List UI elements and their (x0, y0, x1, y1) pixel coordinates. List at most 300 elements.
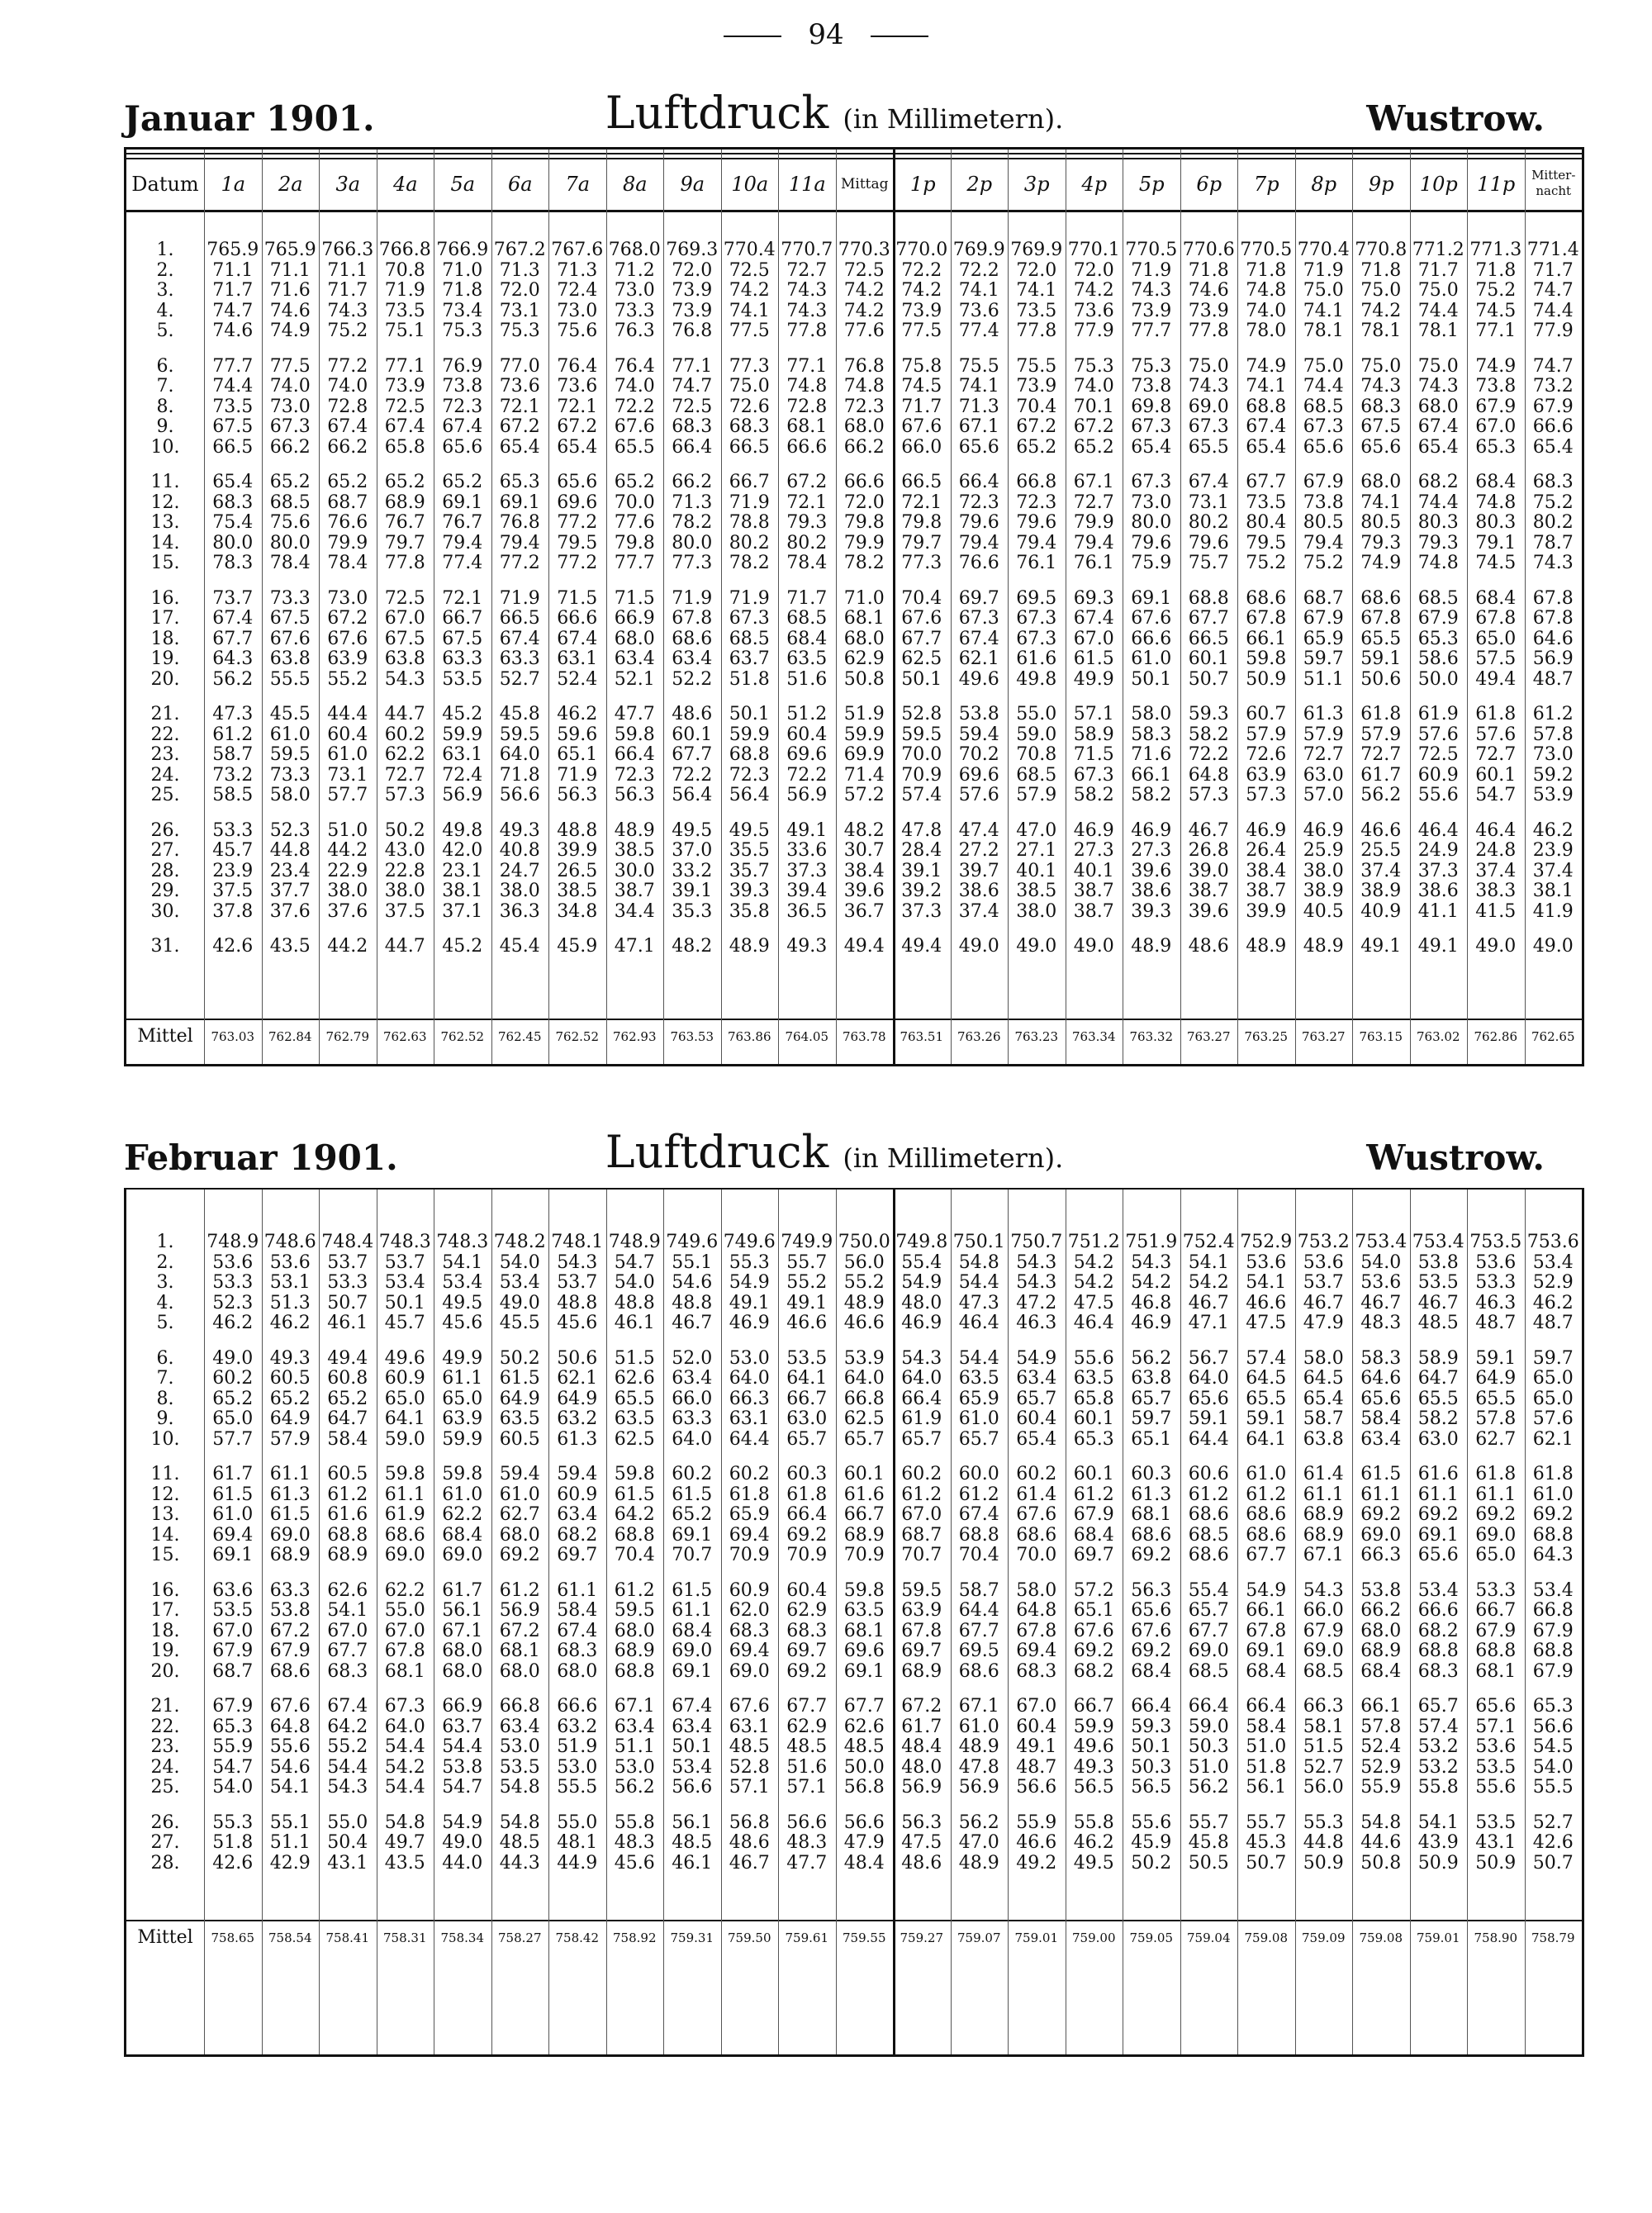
pressure-value: 37.4 (1475, 860, 1517, 881)
pressure-value: 68.6 (1360, 587, 1402, 609)
pressure-value: 59.4 (499, 1464, 540, 1484)
pressure-value: 39.6 (843, 881, 885, 901)
pressure-value: 52.8 (729, 1756, 770, 1778)
pressure-value: 67.7 (672, 744, 713, 765)
pressure-value: 72.1 (557, 396, 598, 417)
pressure-value: 47.3 (958, 1292, 999, 1313)
pressure-value: 37.4 (958, 900, 999, 922)
pressure-value: 67.5 (212, 416, 254, 437)
pressure-value: 68.4 (1073, 1524, 1114, 1546)
pressure-value: 57.8 (1475, 1408, 1517, 1429)
pressure-value: 23.4 (269, 860, 311, 881)
pressure-value: 65.2 (327, 1388, 368, 1409)
table-row (126, 786, 1582, 806)
table-row (126, 1369, 1582, 1389)
pressure-value: 67.9 (1073, 1504, 1114, 1525)
pressure-value: 54.4 (442, 1736, 483, 1757)
pressure-value: 771.3 (1469, 240, 1522, 260)
pressure-value: 72.6 (729, 396, 770, 417)
pressure-value: 74.3 (327, 300, 368, 321)
pressure-value: 67.7 (843, 1696, 885, 1717)
pressure-value: 65.3 (499, 472, 540, 492)
pressure-value: 59.5 (901, 1579, 942, 1601)
pressure-value: 63.4 (1360, 1428, 1402, 1450)
pressure-value: 71.9 (557, 764, 598, 786)
pressure-value: 67.9 (212, 1696, 254, 1717)
pressure-value: 80.2 (1188, 512, 1229, 533)
pressure-value: 53.9 (843, 1347, 885, 1369)
table-row (126, 281, 1582, 302)
pressure-value: 53.5 (442, 668, 483, 690)
pressure-value: 57.2 (843, 785, 885, 805)
pressure-value: 36.7 (843, 900, 885, 922)
pressure-value: 68.3 (1360, 396, 1402, 417)
pressure-value: 748.1 (551, 1232, 604, 1252)
day-label: 18. (150, 628, 180, 649)
pressure-value: 53.9 (1532, 785, 1574, 805)
pressure-value: 55.3 (212, 1812, 254, 1833)
pressure-value: 54.7 (212, 1756, 254, 1778)
pressure-value: 44.0 (442, 1852, 483, 1873)
pressure-value: 44.6 (1360, 1832, 1402, 1853)
pressure-value: 67.1 (958, 416, 999, 437)
pressure-value: 68.9 (614, 1641, 655, 1661)
pressure-value: 65.7 (786, 1428, 828, 1450)
pressure-value: 62.1 (1532, 1428, 1574, 1450)
pressure-value: 750.7 (1010, 1232, 1063, 1252)
pressure-value: 35.8 (729, 900, 770, 922)
header-rule-right (871, 36, 928, 37)
pressure-value: 66.6 (1131, 628, 1172, 649)
pressure-value: 54.8 (499, 1812, 540, 1833)
pressure-value: 748.9 (608, 1232, 661, 1252)
pressure-value: 41.1 (1417, 900, 1459, 922)
pressure-value: 69.6 (958, 764, 999, 786)
pressure-value: 61.7 (442, 1579, 483, 1601)
pressure-value: 55.6 (269, 1736, 311, 1757)
day-label: 13. (150, 1504, 180, 1525)
pressure-value: 54.9 (901, 1272, 942, 1293)
pressure-value: 69.4 (729, 1641, 770, 1661)
pressure-value: 38.4 (1246, 860, 1287, 881)
pressure-value: 59.4 (557, 1464, 598, 1484)
pressure-value: 68.3 (1532, 472, 1574, 492)
pressure-value: 78.0 (1246, 321, 1287, 341)
pressure-value: 46.9 (1131, 1313, 1172, 1333)
pressure-value: 50.1 (1131, 1736, 1172, 1757)
pressure-value: 66.6 (786, 436, 828, 458)
pressure-value: 54.0 (614, 1272, 655, 1293)
column-rule (1525, 150, 1526, 1064)
pressure-value: 50.0 (1417, 668, 1459, 690)
pressure-value: 66.8 (843, 1388, 885, 1409)
pressure-value: 59.9 (729, 724, 770, 745)
header-hour: 4p (1066, 159, 1123, 210)
pressure-value: 65.4 (1532, 436, 1574, 458)
row-group-gap (126, 1798, 1582, 1813)
pressure-value: 40.1 (1073, 860, 1114, 881)
pressure-value: 48.9 (1246, 936, 1287, 957)
mittel-value: 762.45 (498, 1029, 542, 1044)
day-label: 28. (150, 1852, 180, 1873)
pressure-value: 75.3 (1131, 355, 1172, 377)
pressure-value: 48.9 (614, 819, 655, 841)
day-label: 1. (156, 1232, 174, 1252)
pressure-value: 61.2 (614, 1579, 655, 1601)
pressure-value: 74.0 (1246, 300, 1287, 321)
pressure-value: 42.6 (1532, 1832, 1574, 1853)
pressure-value: 68.8 (1532, 1641, 1574, 1661)
pressure-value: 65.6 (1131, 1600, 1172, 1621)
pressure-value: 66.5 (212, 436, 254, 458)
pressure-value: 748.3 (436, 1232, 489, 1252)
pressure-value: 770.4 (723, 240, 776, 260)
pressure-value: 49.0 (1532, 936, 1574, 957)
mittel-value: 762.86 (1474, 1029, 1517, 1044)
pressure-value: 41.5 (1475, 900, 1517, 922)
pressure-value: 46.6 (843, 1313, 885, 1333)
pressure-value: 51.0 (1246, 1736, 1287, 1757)
column-rule (951, 150, 952, 1064)
pressure-value: 53.6 (1303, 1251, 1344, 1273)
pressure-value: 67.9 (1475, 1620, 1517, 1641)
pressure-value: 60.2 (1016, 1464, 1057, 1484)
pressure-value: 49.2 (1016, 1852, 1057, 1873)
pressure-value: 54.3 (1303, 1579, 1344, 1601)
pressure-value: 62.2 (384, 1579, 425, 1601)
pressure-value: 68.1 (843, 1620, 885, 1641)
pressure-value: 53.0 (499, 1736, 540, 1757)
pressure-value: 64.0 (901, 1368, 942, 1389)
pressure-value: 48.6 (1188, 936, 1229, 957)
table-row (126, 1641, 1582, 1662)
pressure-value: 79.5 (1246, 532, 1287, 553)
pressure-value: 50.1 (729, 704, 770, 724)
pressure-value: 71.2 (614, 259, 655, 281)
pressure-value: 51.8 (729, 668, 770, 690)
pressure-value: 53.7 (327, 1251, 368, 1273)
pressure-value: 63.5 (614, 1408, 655, 1429)
pressure-value: 69.4 (212, 1524, 254, 1546)
pressure-value: 57.1 (1073, 704, 1114, 724)
pressure-value: 64.4 (1188, 1428, 1229, 1450)
pressure-value: 60.4 (786, 1579, 828, 1601)
pressure-value: 38.6 (1417, 881, 1459, 901)
pressure-value: 69.2 (786, 1660, 828, 1682)
pressure-value: 77.2 (557, 553, 598, 573)
pressure-value: 48.0 (901, 1292, 942, 1313)
pressure-value: 65.7 (1131, 1388, 1172, 1409)
pressure-value: 66.0 (672, 1388, 713, 1409)
pressure-value: 73.6 (1073, 300, 1114, 321)
pressure-value: 76.8 (499, 512, 540, 533)
pressure-value: 49.8 (442, 819, 483, 841)
header-rule-left (724, 36, 781, 37)
pressure-value: 65.6 (1360, 1388, 1402, 1409)
pressure-value: 65.2 (1073, 436, 1114, 458)
pressure-value: 71.7 (212, 280, 254, 301)
pressure-value: 55.2 (843, 1272, 885, 1293)
pressure-value: 50.9 (1417, 1852, 1459, 1873)
day-label: 24. (150, 764, 180, 786)
mittel-value: 758.79 (1531, 1930, 1575, 1945)
pressure-value: 69.0 (672, 1641, 713, 1661)
pressure-value: 48.7 (1016, 1756, 1057, 1778)
pressure-value: 53.3 (327, 1272, 368, 1293)
pressure-value: 70.0 (1016, 1545, 1057, 1565)
pressure-value: 67.2 (499, 1620, 540, 1641)
pressure-value: 70.0 (614, 492, 655, 513)
pressure-value: 55.6 (1475, 1777, 1517, 1797)
pressure-value: 67.0 (327, 1620, 368, 1641)
pressure-value: 58.7 (958, 1579, 999, 1601)
pressure-value: 30.0 (614, 860, 655, 881)
pressure-value: 53.6 (1360, 1272, 1402, 1293)
table-row (126, 1294, 1582, 1314)
pressure-value: 61.2 (1188, 1484, 1229, 1505)
pressure-value: 61.6 (327, 1504, 368, 1525)
pressure-value: 46.1 (614, 1313, 655, 1333)
pressure-value: 50.2 (1131, 1852, 1172, 1873)
pressure-value: 54.9 (442, 1812, 483, 1833)
pressure-value: 65.7 (1417, 1696, 1459, 1717)
pressure-value: 65.8 (384, 436, 425, 458)
day-label: 25. (150, 1777, 180, 1797)
pressure-value: 59.7 (1131, 1408, 1172, 1429)
pressure-value: 767.2 (493, 240, 546, 260)
pressure-value: 66.1 (1246, 1600, 1287, 1621)
pressure-value: 38.7 (1246, 881, 1287, 901)
pressure-value: 54.2 (1188, 1272, 1229, 1293)
pressure-value: 61.5 (499, 1368, 540, 1389)
pressure-value: 72.2 (614, 396, 655, 417)
pressure-value: 49.4 (843, 936, 885, 957)
pressure-value: 27.1 (1016, 840, 1057, 861)
pressure-value: 38.1 (442, 881, 483, 901)
pressure-value: 70.1 (1073, 396, 1114, 417)
pressure-value: 60.1 (843, 1464, 885, 1484)
pressure-value: 66.5 (499, 608, 540, 629)
row-group-gap (126, 1334, 1582, 1349)
pressure-value: 74.9 (1360, 553, 1402, 573)
pressure-value: 66.3 (1360, 1545, 1402, 1565)
pressure-value: 59.6 (557, 724, 598, 745)
mittel-value: 763.27 (1302, 1029, 1346, 1044)
pressure-value: 65.4 (1131, 436, 1172, 458)
pressure-value: 66.6 (1532, 416, 1574, 437)
pressure-value: 78.2 (843, 553, 885, 573)
mittel-value: 762.65 (1531, 1029, 1575, 1044)
pressure-value: 68.0 (499, 1524, 540, 1546)
pressure-value: 770.7 (781, 240, 833, 260)
pressure-value: 61.4 (1016, 1484, 1057, 1505)
pressure-value: 40.9 (1360, 900, 1402, 922)
pressure-value: 65.3 (1073, 1428, 1114, 1450)
header-hour: 2p (951, 159, 1009, 210)
pressure-value: 64.4 (729, 1428, 770, 1450)
pressure-value: 49.4 (1475, 668, 1517, 690)
pressure-value: 68.3 (327, 1660, 368, 1682)
pressure-value: 42.9 (269, 1852, 311, 1873)
pressure-value: 750.0 (838, 1232, 890, 1252)
table-row (126, 1389, 1582, 1410)
header-hour: 11a (778, 159, 836, 210)
pressure-value: 65.7 (958, 1428, 999, 1450)
pressure-value: 71.8 (1360, 259, 1402, 281)
day-label: 14. (150, 532, 180, 553)
pressure-value: 67.0 (384, 1620, 425, 1641)
day-label: 25. (150, 785, 180, 805)
pressure-value: 65.2 (384, 472, 425, 492)
pressure-value: 67.1 (1073, 472, 1114, 492)
pressure-value: 57.8 (1360, 1716, 1402, 1737)
pressure-value: 48.6 (901, 1852, 942, 1873)
pressure-value: 54.1 (442, 1251, 483, 1273)
pressure-value: 26.4 (1246, 840, 1287, 861)
pressure-value: 50.7 (1188, 668, 1229, 690)
pressure-value: 73.1 (499, 300, 540, 321)
pressure-value: 52.8 (901, 704, 942, 724)
pressure-value: 39.9 (557, 840, 598, 861)
day-label: 4. (156, 300, 174, 321)
pressure-value: 45.2 (442, 936, 483, 957)
pressure-value: 68.5 (1417, 587, 1459, 609)
pressure-value: 60.4 (327, 724, 368, 745)
pressure-value: 59.8 (384, 1464, 425, 1484)
pressure-value: 48.4 (901, 1736, 942, 1757)
pressure-value: 61.2 (901, 1484, 942, 1505)
pressure-value: 65.3 (212, 1716, 254, 1737)
pressure-value: 67.6 (1016, 1504, 1057, 1525)
pressure-value: 65.5 (614, 436, 655, 458)
pressure-value: 66.4 (901, 1388, 942, 1409)
column-rule (721, 1190, 722, 2054)
pressure-value: 79.6 (1016, 512, 1057, 533)
mittel-value: 763.25 (1244, 1029, 1288, 1044)
pressure-value: 67.9 (1532, 396, 1574, 417)
pressure-value: 48.5 (786, 1736, 828, 1757)
pressure-value: 69.1 (212, 1545, 254, 1565)
pressure-value: 69.7 (786, 1641, 828, 1661)
pressure-value: 770.0 (895, 240, 948, 260)
pressure-value: 56.0 (1303, 1777, 1344, 1797)
pressure-value: 68.0 (442, 1641, 483, 1661)
pressure-value: 37.0 (672, 840, 713, 861)
pressure-value: 48.5 (843, 1736, 885, 1757)
header-hour: 8p (1295, 159, 1353, 210)
pressure-value: 80.2 (786, 532, 828, 553)
pressure-value: 74.7 (212, 300, 254, 321)
pressure-value: 67.3 (958, 608, 999, 629)
day-label: 15. (150, 1545, 180, 1565)
pressure-value: 58.2 (1417, 1408, 1459, 1429)
pressure-value: 75.0 (1417, 355, 1459, 377)
pressure-value: 63.9 (901, 1600, 942, 1621)
table-row (126, 725, 1582, 746)
pressure-value: 69.1 (1131, 587, 1172, 609)
pressure-value: 79.7 (901, 532, 942, 553)
pressure-value: 57.6 (1532, 1408, 1574, 1429)
day-label: 2. (156, 259, 174, 281)
pressure-value: 75.1 (384, 321, 425, 341)
pressure-value: 59.9 (1073, 1716, 1114, 1737)
pressure-value: 49.7 (384, 1832, 425, 1853)
pressure-value: 65.7 (1188, 1600, 1229, 1621)
header-hour: 11p (1467, 159, 1525, 210)
pressure-value: 69.2 (1131, 1545, 1172, 1565)
pressure-value: 61.0 (1532, 1484, 1574, 1505)
pressure-value: 67.5 (384, 628, 425, 649)
pressure-value: 55.5 (269, 668, 311, 690)
pressure-value: 74.3 (786, 300, 828, 321)
pressure-value: 57.9 (1016, 785, 1057, 805)
pressure-value: 72.6 (1246, 744, 1287, 765)
mittel-value: 758.31 (383, 1930, 427, 1945)
pressure-value: 53.4 (442, 1272, 483, 1293)
pressure-value: 53.8 (269, 1600, 311, 1621)
pressure-value: 71.8 (499, 764, 540, 786)
pressure-value: 69.0 (384, 1545, 425, 1565)
pressure-value: 64.3 (212, 648, 254, 669)
pressure-value: 59.5 (499, 724, 540, 745)
pressure-value: 46.7 (729, 1852, 770, 1873)
pressure-value: 58.7 (1303, 1408, 1344, 1429)
page-number: 94 (808, 18, 844, 51)
pressure-value: 74.1 (729, 300, 770, 321)
pressure-value: 72.7 (1475, 744, 1517, 765)
pressure-value: 50.2 (499, 1347, 540, 1369)
pressure-value: 46.4 (1475, 819, 1517, 841)
pressure-value: 67.2 (269, 1620, 311, 1641)
pressure-value: 77.2 (327, 355, 368, 377)
pressure-value: 68.4 (442, 1524, 483, 1546)
pressure-value: 59.8 (614, 724, 655, 745)
pressure-value: 33.6 (786, 840, 828, 861)
pressure-value: 58.1 (1303, 1716, 1344, 1737)
pressure-value: 62.1 (958, 648, 999, 669)
pressure-value: 69.0 (1188, 396, 1229, 417)
pressure-value: 56.9 (901, 1777, 942, 1797)
pressure-value: 80.4 (1246, 512, 1287, 533)
pressure-value: 72.2 (786, 764, 828, 786)
pressure-value: 54.9 (1016, 1347, 1057, 1369)
pressure-value: 69.0 (1188, 1641, 1229, 1661)
mittel-value: 763.23 (1014, 1029, 1058, 1044)
pressure-value: 55.4 (901, 1251, 942, 1273)
pressure-value: 54.3 (1131, 1251, 1172, 1273)
pressure-value: 80.2 (729, 532, 770, 553)
pressure-value: 74.2 (1073, 280, 1114, 301)
pressure-value: 42.6 (212, 936, 254, 957)
pressure-value: 73.9 (1188, 300, 1229, 321)
header-hour: 2a (262, 159, 320, 210)
pressure-value: 46.4 (1417, 819, 1459, 841)
pressure-value: 61.5 (1360, 1464, 1402, 1484)
pressure-value: 75.3 (1073, 355, 1114, 377)
pressure-value: 45.6 (442, 1313, 483, 1333)
table-row (126, 261, 1582, 282)
pressure-value: 65.0 (442, 1388, 483, 1409)
pressure-value: 79.6 (1188, 532, 1229, 553)
pressure-value: 59.7 (1532, 1347, 1574, 1369)
pressure-value: 77.5 (729, 321, 770, 341)
pressure-value: 64.9 (557, 1388, 598, 1409)
pressure-value: 23.1 (442, 860, 483, 881)
pressure-value: 60.4 (1016, 1716, 1057, 1737)
pressure-value: 68.9 (843, 1524, 885, 1546)
pressure-value: 65.2 (327, 472, 368, 492)
table-title (124, 1126, 1545, 1178)
